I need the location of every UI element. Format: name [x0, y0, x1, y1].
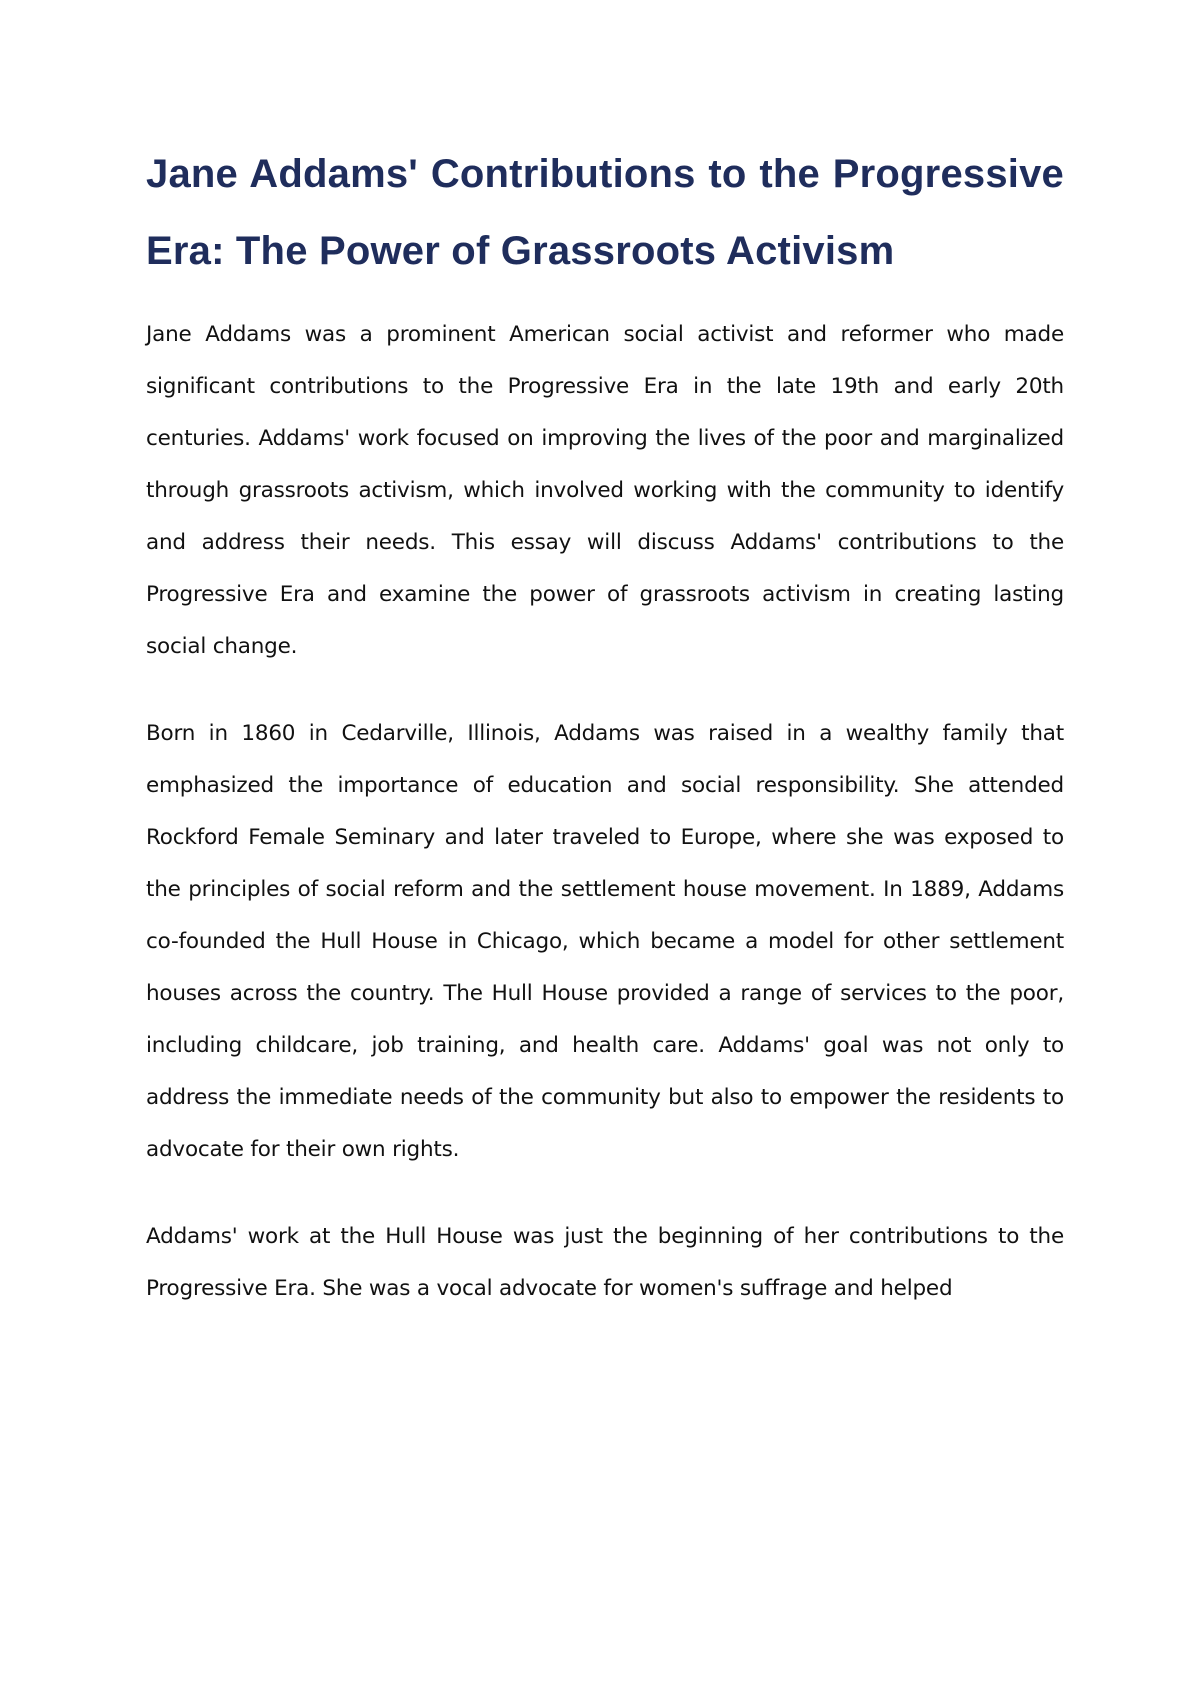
paragraph-hull-house-contributions: Addams' work at the Hull House was just the beginning of her contributions to the Progressive Era. She was a vocal advocate for women's suffrage and helped	[146, 1224, 1064, 1301]
paragraph-introduction: Jane Addams was a prominent American social activist and reformer who made significant contributions to the Progressive Era in the late 19th and early 20th centuries. Addams' work focused on improving the lives of the poor and marginalized through grassroots activism, which involved working with the community to identify and address their needs. This essay will discuss Addams' contributions to the Progressive Era and examine the power of grassroots activism in creating lasting social change.	[146, 322, 1064, 659]
document-title: Jane Addams' Contributions to the Progressive Era: The Power of Grassroots Activism	[146, 152, 1064, 273]
paragraph-early-life: Born in 1860 in Cedarville, Illinois, Addams was raised in a wealthy family that emphasized the importance of education and social responsibility. She attended Rockford Female Seminary and later traveled to Europe, where she was exposed to the principles of social reform and the settlement house movement. In 1889, Addams co-founded the Hull House in Chicago, which became a model for other settlement houses across the country. The Hull House provided a range of services to the poor, including childcare, job training, and health care. Addams' goal was not only to address the immediate needs of the community but also to empower the residents to advocate for their own rights.	[146, 721, 1064, 1162]
document-body	[146, 136, 1064, 1315]
